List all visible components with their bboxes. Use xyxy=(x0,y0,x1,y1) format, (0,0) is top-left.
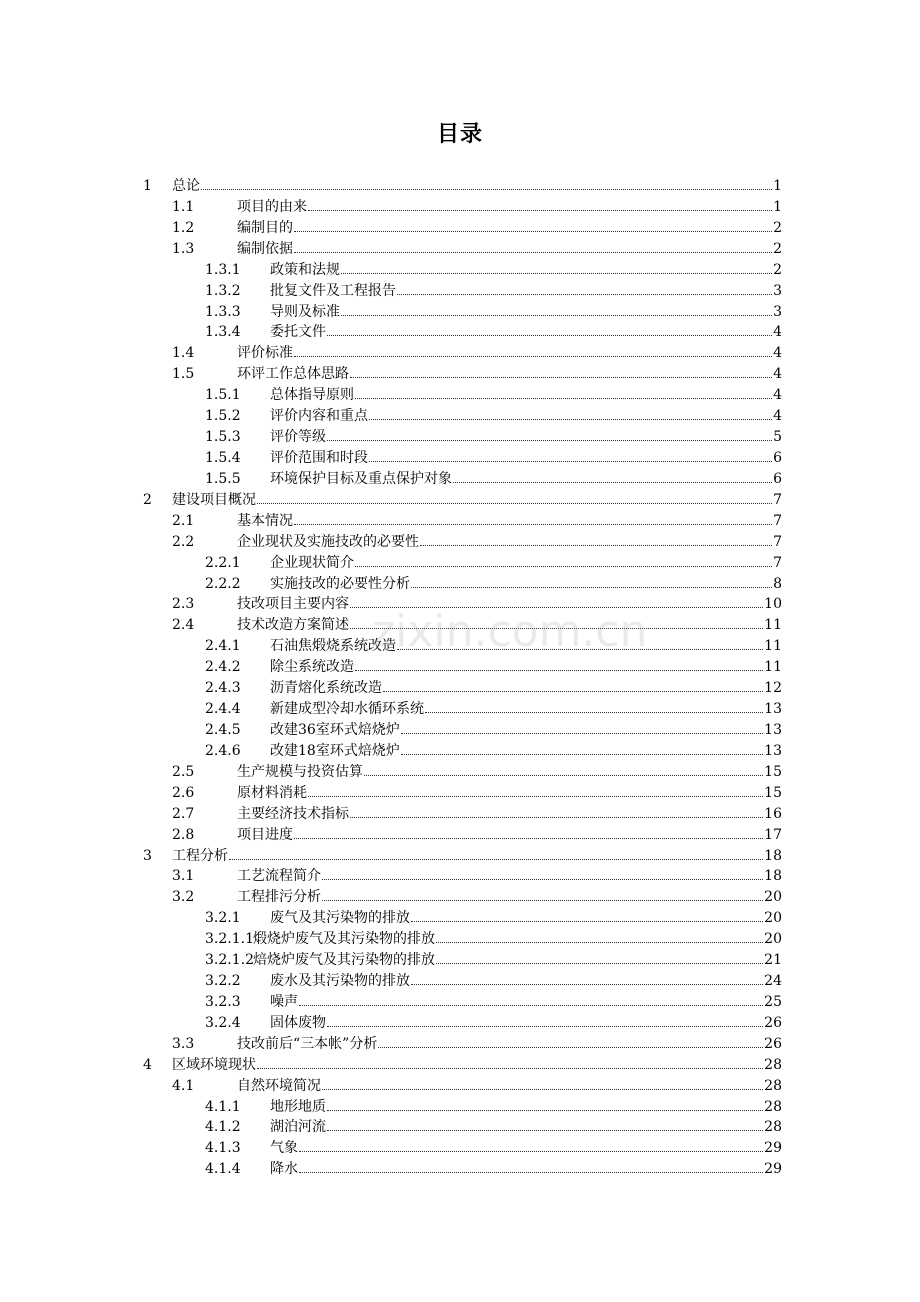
toc-entry-number: 1.4 xyxy=(172,345,195,362)
toc-dot-leader xyxy=(327,1109,763,1111)
toc-entry-number: 2.1 xyxy=(172,512,195,529)
toc-entry[interactable] xyxy=(0,1076,920,1097)
toc-entry[interactable] xyxy=(0,971,920,992)
toc-entry-title: 总体指导原则 xyxy=(270,387,354,404)
toc-entry-title: 实施技改的必要性分析 xyxy=(270,575,410,592)
toc-entry-line xyxy=(237,532,782,553)
toc-entry[interactable] xyxy=(0,908,920,929)
toc-entry-page: 5 xyxy=(773,429,782,446)
toc-entry[interactable] xyxy=(0,469,920,490)
toc-entry-page: 3 xyxy=(773,303,782,320)
toc-entry-page: 15 xyxy=(764,784,782,801)
toc-dot-leader xyxy=(383,690,763,692)
toc-dot-leader xyxy=(369,418,772,420)
toc-entry-page: 26 xyxy=(764,1014,782,1031)
toc-entry-title: 企业现状及实施技改的必要性 xyxy=(237,533,419,550)
toc-entry-number: 4 xyxy=(143,1056,152,1073)
toc-entry-number: 1.3.3 xyxy=(205,303,241,320)
toc-dot-leader xyxy=(350,627,763,629)
toc-entry-page: 28 xyxy=(764,1056,782,1073)
toc-entry-title: 气象 xyxy=(270,1140,298,1157)
toc-entry-number: 1.5.5 xyxy=(205,470,241,487)
toc-entry-page: 13 xyxy=(764,701,782,718)
toc-entry[interactable] xyxy=(0,1055,920,1076)
toc-entry-line xyxy=(237,197,782,218)
toc-entry[interactable] xyxy=(0,302,920,323)
toc-entry-title: 委托文件 xyxy=(270,324,326,341)
toc-entry-page: 21 xyxy=(764,952,782,969)
toc-dot-leader xyxy=(294,837,763,839)
toc-entry-line xyxy=(172,846,782,867)
toc-entry-page: 10 xyxy=(764,596,782,613)
toc-entry[interactable] xyxy=(0,866,920,887)
toc-entry-line xyxy=(172,176,782,197)
toc-entry-page: 8 xyxy=(773,575,782,592)
toc-entry-line xyxy=(237,364,782,385)
toc-entry-title: 石油焦煅烧系统改造 xyxy=(270,638,396,655)
toc-dot-leader xyxy=(401,753,763,755)
toc-entry-line xyxy=(237,343,782,364)
toc-entry-number: 2.4.4 xyxy=(205,701,241,718)
toc-entry-line xyxy=(237,1034,782,1055)
toc-entry-title: 噪声 xyxy=(270,993,298,1010)
toc-entry-line xyxy=(270,406,782,427)
toc-entry-title: 评价等级 xyxy=(270,429,326,446)
toc-entry-title: 工程排污分析 xyxy=(237,889,321,906)
toc-entry-page: 24 xyxy=(764,973,782,990)
toc-dot-leader xyxy=(355,397,772,399)
toc-dot-leader xyxy=(364,774,763,776)
toc-dot-leader xyxy=(294,523,772,525)
toc-entry-line xyxy=(237,825,782,846)
toc-entry-page: 4 xyxy=(773,408,782,425)
toc-entry-title: 项目的由来 xyxy=(237,198,307,215)
toc-entry-title: 新建成型冷却水循环系统 xyxy=(270,701,424,718)
toc-entry[interactable] xyxy=(0,1159,920,1180)
toc-entry-title: 废水及其污染物的排放 xyxy=(270,973,410,990)
toc-entry-title: 沥青熔化系统改造 xyxy=(270,680,382,697)
toc-entry-line xyxy=(172,490,782,511)
watermark: zixin.com.cn xyxy=(372,606,648,657)
toc-entry-number: 2.6 xyxy=(172,784,195,801)
toc-entry-number: 2.4.5 xyxy=(205,721,241,738)
toc-entry-title: 评价标准 xyxy=(237,345,293,362)
toc-entry-page: 4 xyxy=(773,366,782,383)
toc-entry-line xyxy=(270,469,782,490)
toc-entry-line xyxy=(270,260,782,281)
toc-entry[interactable] xyxy=(0,511,920,532)
toc-entry-page: 6 xyxy=(773,449,782,466)
toc-entry-line xyxy=(270,281,782,302)
toc-entry[interactable] xyxy=(0,281,920,302)
toc-dot-leader xyxy=(436,962,763,964)
toc-entry-title: 废气及其污染物的排放 xyxy=(270,910,410,927)
toc-entry-number: 1.3.4 xyxy=(205,324,241,341)
toc-entry-title: 总论 xyxy=(172,178,200,194)
toc-entry-number: 1.5.3 xyxy=(205,429,241,446)
toc-dot-leader xyxy=(257,1067,763,1069)
toc-entry-number: 1 xyxy=(143,178,152,194)
toc-entry-line xyxy=(270,322,782,343)
toc-entry-number: 3.2.1.1 xyxy=(205,931,254,948)
toc-entry[interactable] xyxy=(0,825,920,846)
toc-entry-page: 29 xyxy=(764,1161,782,1178)
toc-entry-title: 改建18室环式焙烧炉 xyxy=(270,742,400,759)
toc-dot-leader xyxy=(327,334,772,336)
toc-entry-number: 3.2.4 xyxy=(205,1014,241,1031)
toc-dot-leader xyxy=(350,376,772,378)
toc-entry-number: 2.7 xyxy=(172,805,195,822)
toc-entry-title: 改建36室环式焙烧炉 xyxy=(270,721,400,738)
toc-entry-number: 3.3 xyxy=(172,1035,195,1052)
toc-entry-line xyxy=(237,866,782,887)
toc-entry-title: 技改项目主要内容 xyxy=(237,596,349,613)
toc-entry-title: 编制目的 xyxy=(237,219,293,236)
toc-entry-title: 技术改造方案简述 xyxy=(237,617,349,634)
toc-dot-leader xyxy=(322,1088,763,1090)
toc-entry[interactable] xyxy=(0,448,920,469)
toc-entry[interactable] xyxy=(0,762,920,783)
toc-entry-line xyxy=(237,511,782,532)
toc-entry-page: 20 xyxy=(764,889,782,906)
toc-entry-title: 建设项目概况 xyxy=(172,491,256,508)
toc-entry-page: 16 xyxy=(764,805,782,822)
toc-dot-leader xyxy=(350,606,763,608)
toc-entry-page: 29 xyxy=(764,1140,782,1157)
toc-entry[interactable] xyxy=(0,1097,920,1118)
toc-entry-page: 20 xyxy=(764,910,782,927)
toc-entry-title: 工程分析 xyxy=(172,847,228,864)
toc-entry-page: 11 xyxy=(764,617,782,634)
toc-entry-number: 2 xyxy=(143,491,152,508)
toc-entry[interactable] xyxy=(0,239,920,260)
toc-dot-leader xyxy=(299,1150,763,1152)
toc-entry[interactable] xyxy=(0,929,920,950)
toc-entry-page: 18 xyxy=(764,868,782,885)
toc-entry-number: 1.5.4 xyxy=(205,449,241,466)
toc-entry-title: 湖泊河流 xyxy=(270,1119,326,1136)
toc-entry-title: 编制依据 xyxy=(237,240,293,257)
toc-entry-page: 7 xyxy=(773,491,782,508)
toc-entry-number: 2.5 xyxy=(172,763,195,780)
toc-entry-line xyxy=(237,615,782,636)
toc-entry[interactable] xyxy=(0,636,920,657)
toc-entry[interactable] xyxy=(0,992,920,1013)
page-title: 目录 xyxy=(436,122,483,147)
toc-dot-leader xyxy=(378,1046,763,1048)
toc-dot-leader xyxy=(322,899,763,901)
toc-dot-leader xyxy=(257,502,772,504)
toc-entry-number: 1.3.1 xyxy=(205,261,241,278)
toc-entry-line xyxy=(237,887,782,908)
toc-entry-line xyxy=(270,574,782,595)
toc-entry[interactable] xyxy=(0,846,920,867)
toc-entry-page: 2 xyxy=(773,240,782,257)
toc-entry[interactable] xyxy=(0,783,920,804)
toc-entry-line xyxy=(270,1138,782,1159)
toc-entry-number: 2.4.1 xyxy=(205,638,241,655)
toc-entry[interactable] xyxy=(0,406,920,427)
toc-dot-leader xyxy=(411,586,772,588)
toc-entry-number: 4.1.3 xyxy=(205,1140,241,1157)
toc-entry-number: 2.2 xyxy=(172,533,195,550)
toc-entry-page: 13 xyxy=(764,742,782,759)
toc-dot-leader xyxy=(411,920,763,922)
toc-entry-page: 3 xyxy=(773,282,782,299)
toc-entry-title: 煅烧炉废气及其污染物的排放 xyxy=(253,931,435,948)
toc-entry-page: 7 xyxy=(773,554,782,571)
toc-dot-leader xyxy=(322,878,763,880)
toc-entry-page: 15 xyxy=(764,763,782,780)
toc-entry-page: 11 xyxy=(764,659,782,676)
toc-entry-title: 导则及标准 xyxy=(270,303,340,320)
toc-dot-leader xyxy=(425,711,763,713)
toc-dot-leader xyxy=(327,1025,763,1027)
toc-entry-title: 区域环境现状 xyxy=(172,1056,256,1073)
toc-entry-title: 自然环境简况 xyxy=(237,1077,321,1094)
toc-entry[interactable] xyxy=(0,1117,920,1138)
toc-entry-line xyxy=(270,448,782,469)
toc-dot-leader xyxy=(308,209,772,211)
toc-entry[interactable] xyxy=(0,720,920,741)
toc-entry-number: 4.1 xyxy=(172,1077,195,1094)
toc-entry-line xyxy=(270,1097,782,1118)
toc-entry-title: 政策和法规 xyxy=(270,261,340,278)
toc-dot-leader xyxy=(308,795,763,797)
toc-entry-title: 固体废物 xyxy=(270,1014,326,1031)
toc-entry-line xyxy=(237,1076,782,1097)
toc-entry-number: 2.4 xyxy=(172,617,195,634)
toc-dot-leader xyxy=(355,669,763,671)
toc-entry[interactable] xyxy=(0,532,920,553)
toc-dot-leader xyxy=(420,544,772,546)
toc-entry-page: 28 xyxy=(764,1077,782,1094)
toc-entry-number: 3.2.3 xyxy=(205,993,241,1010)
toc-entry[interactable] xyxy=(0,385,920,406)
toc-dot-leader xyxy=(397,648,763,650)
toc-entry-number: 2.3 xyxy=(172,596,195,613)
toc-dot-leader xyxy=(299,1004,763,1006)
toc-entry-line xyxy=(270,678,782,699)
toc-entry-number: 4.1.4 xyxy=(205,1161,241,1178)
toc-entry-line xyxy=(237,239,782,260)
toc-entry-page: 17 xyxy=(764,826,782,843)
toc-entry-number: 3.2.2 xyxy=(205,973,241,990)
table-of-contents xyxy=(0,176,920,1180)
toc-entry[interactable] xyxy=(0,594,920,615)
toc-entry-number: 1.1 xyxy=(172,198,195,215)
toc-entry-page: 28 xyxy=(764,1119,782,1136)
toc-entry-line xyxy=(270,636,782,657)
toc-dot-leader xyxy=(201,188,772,190)
toc-entry-line xyxy=(237,218,782,239)
toc-entry-page: 12 xyxy=(764,680,782,697)
toc-entry-line xyxy=(270,1013,782,1034)
toc-entry[interactable] xyxy=(0,197,920,218)
toc-entry-number: 3 xyxy=(143,847,152,864)
toc-entry-page: 1 xyxy=(773,198,782,215)
toc-entry-number: 2.8 xyxy=(172,826,195,843)
toc-entry-line xyxy=(270,302,782,323)
toc-entry-number: 2.2.1 xyxy=(205,554,241,571)
toc-entry-number: 2.2.2 xyxy=(205,575,241,592)
toc-entry[interactable] xyxy=(0,574,920,595)
toc-entry-line xyxy=(237,783,782,804)
toc-entry-line xyxy=(270,992,782,1013)
toc-entry-line xyxy=(270,1159,782,1180)
toc-entry[interactable] xyxy=(0,1013,920,1034)
toc-entry-number: 4.1.2 xyxy=(205,1119,241,1136)
toc-entry-page: 1 xyxy=(773,178,782,194)
toc-entry-title: 环评工作总体思路 xyxy=(237,366,349,383)
toc-dot-leader xyxy=(453,481,772,483)
toc-entry-line xyxy=(270,385,782,406)
toc-entry[interactable] xyxy=(0,176,920,197)
toc-entry-page: 6 xyxy=(773,470,782,487)
toc-entry[interactable] xyxy=(0,950,920,971)
toc-entry-page: 2 xyxy=(773,261,782,278)
toc-dot-leader xyxy=(327,439,772,441)
toc-entry-line xyxy=(270,1117,782,1138)
toc-entry-title: 降水 xyxy=(270,1161,298,1178)
toc-dot-leader xyxy=(355,565,772,567)
toc-entry-page: 4 xyxy=(773,324,782,341)
toc-entry[interactable] xyxy=(0,657,920,678)
toc-entry[interactable] xyxy=(0,741,920,762)
toc-entry-line xyxy=(270,699,782,720)
toc-entry[interactable] xyxy=(0,1138,920,1159)
toc-entry-line xyxy=(270,720,782,741)
toc-dot-leader xyxy=(341,314,772,316)
toc-entry-page: 25 xyxy=(764,993,782,1010)
toc-entry[interactable] xyxy=(0,343,920,364)
toc-entry-title: 环境保护目标及重点保护对象 xyxy=(270,470,452,487)
toc-entry-line xyxy=(253,929,782,950)
toc-dot-leader xyxy=(294,355,772,357)
toc-entry-number: 1.3.2 xyxy=(205,282,241,299)
toc-entry-title: 基本情况 xyxy=(237,512,293,529)
toc-entry-page: 11 xyxy=(764,638,782,655)
toc-entry[interactable] xyxy=(0,490,920,511)
toc-entry-number: 3.1 xyxy=(172,868,195,885)
toc-entry-title: 评价范围和时段 xyxy=(270,449,368,466)
toc-entry-title: 焙烧炉废气及其污染物的排放 xyxy=(253,952,435,969)
toc-entry-line xyxy=(270,908,782,929)
toc-entry-line xyxy=(237,804,782,825)
toc-dot-leader xyxy=(294,251,772,253)
toc-entry[interactable] xyxy=(0,427,920,448)
toc-entry-line xyxy=(270,971,782,992)
toc-entry-number: 3.2.1 xyxy=(205,910,241,927)
toc-entry-title: 原材料消耗 xyxy=(237,784,307,801)
toc-dot-leader xyxy=(341,272,772,274)
toc-entry-number: 4.1.1 xyxy=(205,1098,241,1115)
toc-entry[interactable] xyxy=(0,678,920,699)
toc-entry-page: 2 xyxy=(773,219,782,236)
toc-entry-title: 技改前后“三本帐”分析 xyxy=(237,1035,378,1052)
toc-entry-page: 20 xyxy=(764,931,782,948)
toc-entry-number: 2.4.3 xyxy=(205,680,241,697)
toc-entry-number: 1.3 xyxy=(172,240,195,257)
toc-entry[interactable] xyxy=(0,699,920,720)
toc-dot-leader xyxy=(401,732,763,734)
toc-entry[interactable] xyxy=(0,887,920,908)
toc-entry[interactable] xyxy=(0,260,920,281)
toc-entry-line xyxy=(270,553,782,574)
toc-entry-number: 1.5.1 xyxy=(205,387,241,404)
toc-dot-leader xyxy=(369,460,772,462)
toc-entry-title: 企业现状简介 xyxy=(270,554,354,571)
toc-entry[interactable] xyxy=(0,1034,920,1055)
toc-entry-line xyxy=(270,741,782,762)
toc-entry-line xyxy=(237,594,782,615)
toc-dot-leader xyxy=(294,230,772,232)
toc-entry-page: 7 xyxy=(773,512,782,529)
toc-entry-line xyxy=(237,762,782,783)
toc-entry-line xyxy=(253,950,782,971)
toc-entry-title: 生产规模与投资估算 xyxy=(237,763,363,780)
toc-entry[interactable] xyxy=(0,322,920,343)
toc-dot-leader xyxy=(350,816,763,818)
toc-entry[interactable] xyxy=(0,218,920,239)
toc-entry-number: 1.5 xyxy=(172,366,195,383)
toc-entry-page: 13 xyxy=(764,721,782,738)
toc-entry[interactable] xyxy=(0,364,920,385)
toc-entry-page: 18 xyxy=(764,847,782,864)
toc-entry-page: 4 xyxy=(773,387,782,404)
toc-entry-line xyxy=(270,427,782,448)
toc-entry-number: 3.2.1.2 xyxy=(205,952,254,969)
toc-dot-leader xyxy=(411,983,763,985)
toc-entry-title: 除尘系统改造 xyxy=(270,659,354,676)
toc-dot-leader xyxy=(299,1171,763,1173)
toc-entry[interactable] xyxy=(0,553,920,574)
toc-entry-title: 主要经济技术指标 xyxy=(237,805,349,822)
toc-entry-page: 4 xyxy=(773,345,782,362)
toc-entry-number: 2.4.2 xyxy=(205,659,241,676)
toc-dot-leader xyxy=(229,858,763,860)
toc-dot-leader xyxy=(327,1129,763,1131)
toc-entry-number: 2.4.6 xyxy=(205,742,241,759)
toc-entry-title: 评价内容和重点 xyxy=(270,408,368,425)
toc-entry-page: 26 xyxy=(764,1035,782,1052)
toc-entry-number: 1.2 xyxy=(172,219,195,236)
toc-entry[interactable] xyxy=(0,804,920,825)
toc-entry[interactable] xyxy=(0,615,920,636)
toc-entry-line xyxy=(172,1055,782,1076)
toc-entry-page: 7 xyxy=(773,533,782,550)
toc-entry-title: 项目进度 xyxy=(237,826,293,843)
toc-entry-line xyxy=(270,657,782,678)
toc-entry-title: 地形地质 xyxy=(270,1098,326,1115)
toc-entry-title: 批复文件及工程报告 xyxy=(270,282,396,299)
toc-entry-number: 3.2 xyxy=(172,889,195,906)
toc-dot-leader xyxy=(436,941,763,943)
toc-entry-title: 工艺流程简介 xyxy=(237,868,321,885)
toc-dot-leader xyxy=(397,293,772,295)
toc-entry-page: 28 xyxy=(764,1098,782,1115)
toc-entry-number: 1.5.2 xyxy=(205,408,241,425)
